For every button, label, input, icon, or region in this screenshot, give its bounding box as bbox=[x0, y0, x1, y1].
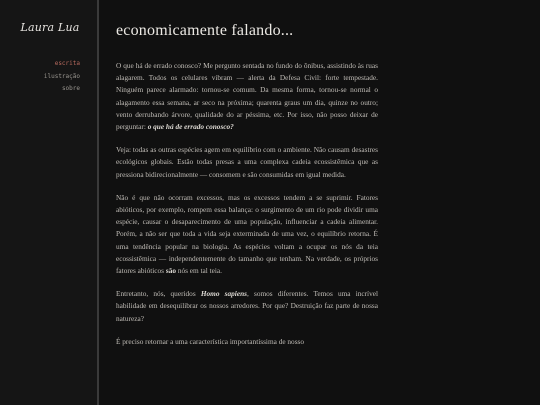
nav-item-ilustracao[interactable]: ilustração bbox=[43, 72, 80, 80]
paragraph-text: nós em tal teia. bbox=[176, 266, 222, 276]
article-paragraph bbox=[116, 192, 378, 277]
article-paragraph bbox=[116, 60, 378, 133]
nav-item-escrita[interactable]: escrita bbox=[54, 60, 80, 67]
article-paragraph: É preciso retornar a uma característica importantíssima de nosso bbox=[116, 336, 305, 346]
article-body bbox=[116, 60, 378, 348]
paragraph-text: O que há de errado conosco? Me pergunto sentada no fundo do ônibus, assistindo às ruas alagarem. Todos os celulares vibram — alerta da Defesa Civil: forte tempestade. Ninguém parece alarmado: tornou-se comum. Da mesma forma, tornou-se normal o alagamento essa semana, ar seco na próxima; quarenta graus um dia, quinze no outro; vento derrubando árvore, qualidade do ar péssima, etc. Por isso, não posso deixar de perguntar: bbox=[116, 61, 378, 132]
paragraph-text: Entretanto, nós, queridos bbox=[116, 289, 201, 299]
paragraph-text: Não é que não ocorram excessos, mas os excessos tendem a se suprimir. Fatores abióticos, por exemplo, rompem essa balança: o surgimento de um rio pode dividir uma espécie, causar o desaparecimento de uma população, influenciar a cadeia alimentar. Porém, a não ser que toda a vida seja exterminada de uma vez, o equilíbrio retorna. É uma tendência popular na biologia. As espécies voltam a ocupar os nós da teia ecossistêmica — independentemente do tamanho que tenham. Na verdade, os próprios fatores abióticos bbox=[116, 192, 378, 276]
emphasis-text: são bbox=[165, 266, 176, 276]
article-paragraph bbox=[116, 288, 378, 325]
site-title[interactable]: Laura Lua bbox=[20, 21, 80, 34]
paragraph-text: , somos diferentes. Temos uma incrível habilidade em desequilibrar os nossos arredores. Por que? Destruição faz parte de nossa natureza? bbox=[116, 289, 378, 323]
sidebar-nav bbox=[44, 58, 80, 96]
emphasis-text: Homo sapiens bbox=[200, 289, 247, 299]
main-content bbox=[116, 0, 378, 405]
page-title: economicamente falando... bbox=[116, 22, 294, 39]
nav-item-sobre[interactable]: sobre bbox=[61, 85, 80, 92]
article-paragraph: Veja: todas as outras espécies agem em equilíbrio com o ambiente. Não causam desastres ecológicos globais. Estão todas presas a uma complexa cadeia ecossistêmica que as pressiona bidirecionalmente — consomem e são consumidas em igual medida. bbox=[116, 145, 378, 179]
emphasis-text: o que há de errado conosco? bbox=[147, 122, 234, 132]
sidebar bbox=[0, 0, 99, 405]
